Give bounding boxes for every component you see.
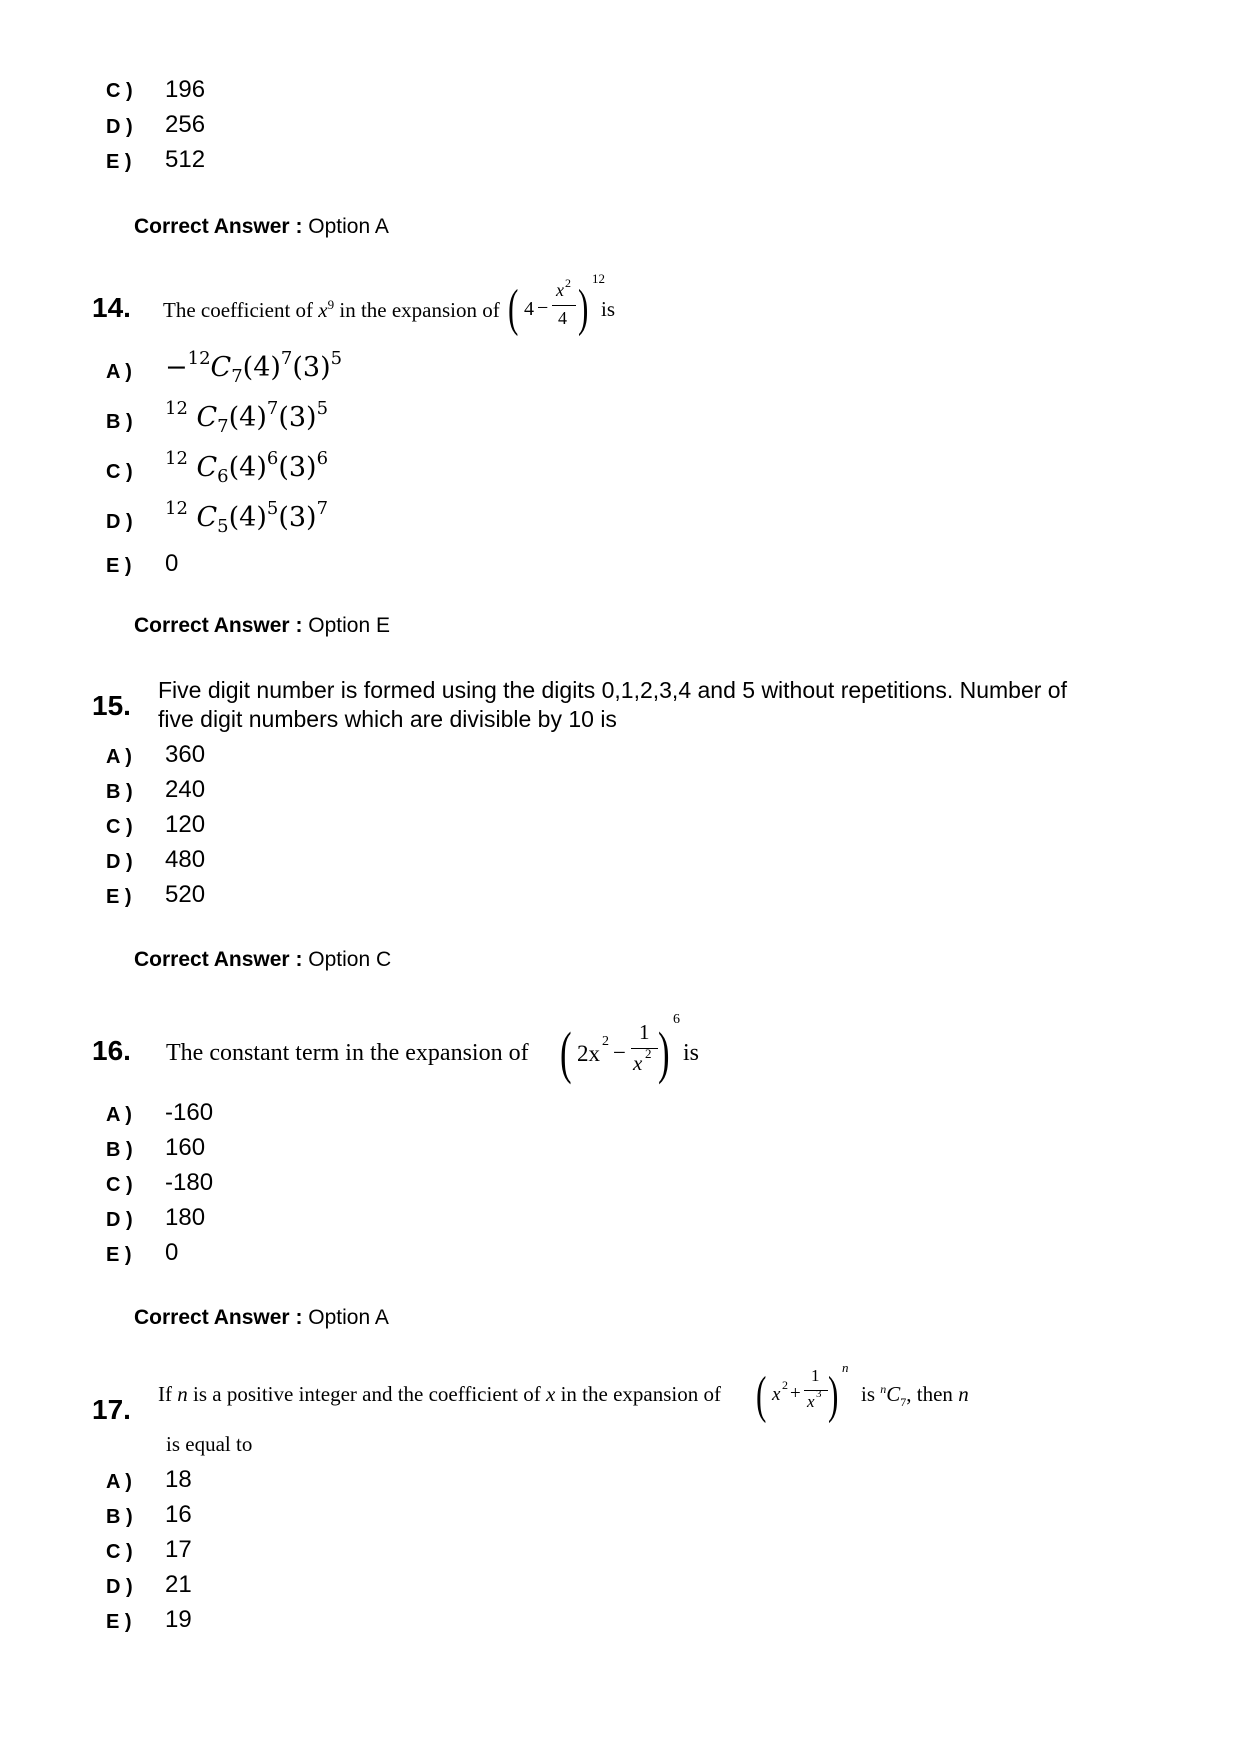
option-label: D ) — [106, 116, 133, 138]
answer-value: Option C — [308, 948, 392, 971]
sub: 7 — [217, 416, 229, 437]
option-text: 196 — [165, 76, 206, 103]
option-label: D ) — [106, 851, 133, 873]
pre: 12 — [165, 398, 188, 419]
option-label: C ) — [106, 1541, 133, 1563]
sign: − — [165, 352, 188, 383]
q17-question-line2: is equal to — [166, 1432, 253, 1456]
var-n: n — [958, 1382, 969, 1406]
term1-text: 2x — [577, 1041, 600, 1066]
option-label: D ) — [106, 511, 133, 533]
q15-correct-answer — [134, 948, 391, 972]
q16-number: 16. — [92, 1035, 131, 1066]
e1: 7 — [280, 348, 293, 369]
var-x: x — [318, 298, 328, 322]
e2: 6 — [316, 448, 329, 469]
option-label: E ) — [106, 151, 132, 173]
e1: 5 — [266, 498, 279, 519]
pre: 12 — [165, 448, 188, 469]
c: C — [196, 402, 218, 433]
b2: (3) — [278, 402, 317, 433]
option-label: B ) — [106, 1139, 133, 1161]
expr-four: 4 — [524, 298, 534, 320]
fraction-bar — [552, 305, 576, 306]
pre: 12 — [187, 348, 211, 369]
option-label: C ) — [106, 1174, 133, 1196]
x-exponent: 9 — [327, 297, 335, 312]
option-text: 0 — [165, 550, 179, 577]
option-expression — [165, 398, 329, 437]
e2: 7 — [316, 498, 329, 519]
option-text: 520 — [165, 881, 206, 908]
option-label: A ) — [106, 361, 132, 383]
q15-text-line1: Five digit number is formed using the digits 0,1,2,3,4 and 5 without repetitions. Number of — [158, 677, 1067, 703]
option-text: 17 — [165, 1536, 192, 1563]
answer-label: Correct Answer : — [134, 215, 303, 238]
b1: (4) — [228, 502, 267, 533]
option-label: A ) — [106, 746, 132, 768]
term1: x — [772, 1384, 781, 1405]
frac-num: 1 — [811, 1366, 820, 1385]
sub: 5 — [217, 516, 229, 537]
answer-value: Option A — [308, 215, 389, 238]
e1: 7 — [266, 398, 279, 419]
term1-exp: 2 — [782, 1378, 788, 1392]
pre: 12 — [165, 498, 188, 519]
paren-close: ) — [828, 1367, 839, 1424]
ncr-pre: n — [880, 1382, 887, 1396]
c: C — [196, 452, 218, 483]
answer-value: Option A — [308, 1306, 389, 1329]
q17-number: 17. — [92, 1394, 131, 1425]
paren-open: ( — [508, 280, 519, 337]
answer-label: Correct Answer : — [134, 614, 303, 637]
frac-num-exp: 2 — [565, 276, 571, 290]
plus: + — [790, 1383, 801, 1404]
text-b: in the expansion of — [560, 1382, 721, 1406]
answer-value: Option E — [308, 614, 390, 637]
option-text: 512 — [165, 146, 206, 173]
option-label: E ) — [106, 1244, 132, 1266]
frac-num-x: x — [556, 280, 564, 300]
option-text: -160 — [165, 1099, 214, 1126]
ncr-sub: 7 — [900, 1395, 907, 1410]
paren-open: ( — [756, 1367, 767, 1424]
text-mid: in the expansion of — [339, 298, 500, 322]
option-text: 19 — [165, 1606, 192, 1633]
q16-text-after: is — [683, 1040, 700, 1066]
term1-exp: 2 — [602, 1034, 609, 1049]
frac-den-x: x — [633, 1051, 643, 1075]
paren-close: ) — [578, 280, 589, 337]
option-label: A ) — [106, 1471, 132, 1493]
option-text: 21 — [165, 1571, 192, 1598]
q16-text-before: The constant term in the expansion of — [166, 1040, 529, 1066]
expr-minus: − — [537, 297, 549, 319]
answer-label: Correct Answer : — [134, 1306, 303, 1329]
option-label: D ) — [106, 1576, 133, 1598]
frac-den-x: x — [807, 1392, 815, 1411]
b1: (4) — [242, 352, 281, 383]
b2: (3) — [278, 452, 317, 483]
e2: 5 — [330, 348, 343, 369]
option-text: 160 — [165, 1134, 206, 1161]
b2: (3) — [292, 352, 331, 383]
option-label: E ) — [106, 1611, 132, 1633]
var-n: n — [177, 1382, 188, 1406]
outer-exp: 6 — [673, 1012, 680, 1027]
paren-close: ) — [658, 1020, 670, 1085]
term1 — [577, 1041, 600, 1067]
e2: 5 — [316, 398, 329, 419]
frac-num: 1 — [639, 1020, 650, 1044]
b1: (4) — [228, 452, 267, 483]
text-c: is — [861, 1382, 876, 1406]
option-text: 0 — [165, 1239, 179, 1266]
q17-question-line1 — [158, 1382, 721, 1407]
c: C — [196, 502, 218, 533]
q15-text-line2: five digit numbers which are divisible by 10 is — [158, 706, 617, 732]
c: C — [210, 352, 232, 383]
outer-exp: n — [842, 1360, 849, 1375]
option-label: C ) — [106, 461, 133, 483]
outer-exp: 12 — [592, 271, 605, 286]
q14-number: 14. — [92, 292, 131, 323]
q17-question-tail — [861, 1382, 969, 1410]
frac-den-exp: 3 — [816, 1388, 822, 1400]
sub: 6 — [217, 466, 229, 487]
text-a: is a positive integer and the coefficient of — [193, 1382, 541, 1406]
q15-number: 15. — [92, 690, 131, 721]
ncr-c: C — [886, 1382, 901, 1406]
option-label: C ) — [106, 816, 133, 838]
var-x: x — [546, 1382, 556, 1406]
option-text: 256 — [165, 111, 206, 138]
q14-question-text — [163, 297, 500, 323]
q13-correct-answer — [134, 215, 389, 239]
option-text: 18 — [165, 1466, 192, 1493]
option-label: E ) — [106, 886, 132, 908]
option-label: C ) — [106, 80, 133, 102]
option-expression — [165, 348, 343, 387]
option-label: B ) — [106, 411, 133, 433]
text-if: If — [158, 1382, 172, 1406]
text-before: The coefficient of — [163, 298, 314, 322]
e1: 6 — [266, 448, 279, 469]
b2: (3) — [278, 502, 317, 533]
option-expression — [165, 498, 329, 537]
option-label: A ) — [106, 1104, 132, 1126]
frac-den: 4 — [558, 308, 567, 328]
q16-expression — [560, 1012, 700, 1095]
q17-expression — [756, 1362, 868, 1432]
frac-den-exp: 2 — [645, 1046, 652, 1061]
answer-label: Correct Answer : — [134, 948, 303, 971]
paren-open: ( — [560, 1020, 572, 1085]
sub: 7 — [231, 366, 243, 387]
option-text: 180 — [165, 1204, 206, 1231]
option-label: B ) — [106, 1506, 133, 1528]
q14-correct-answer — [134, 614, 390, 638]
option-text: 120 — [165, 811, 206, 838]
option-text: 16 — [165, 1501, 192, 1528]
option-text: 240 — [165, 776, 206, 803]
option-label: E ) — [106, 555, 132, 577]
text-d: , then — [906, 1382, 953, 1406]
q16-correct-answer — [134, 1306, 389, 1330]
option-expression — [165, 448, 329, 487]
option-label: B ) — [106, 781, 133, 803]
option-text: -180 — [165, 1169, 214, 1196]
b1: (4) — [228, 402, 267, 433]
option-label: D ) — [106, 1209, 133, 1231]
q14-text-after: is — [601, 297, 616, 321]
option-text: 360 — [165, 741, 206, 768]
minus: − — [613, 1040, 626, 1065]
option-text: 480 — [165, 846, 206, 873]
